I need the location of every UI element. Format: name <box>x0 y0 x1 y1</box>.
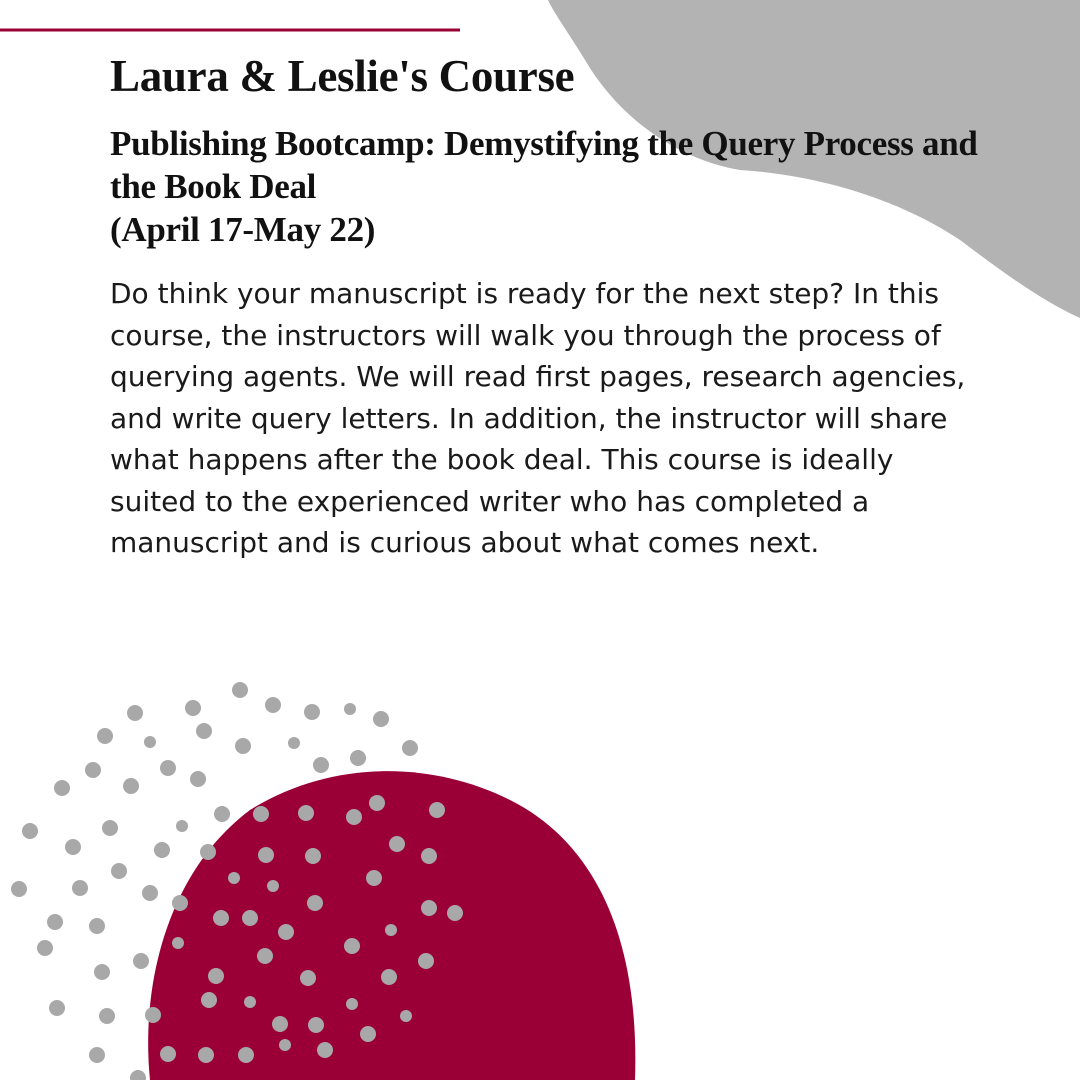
decorative-dot <box>279 1039 291 1051</box>
decorative-dot <box>130 1070 146 1080</box>
decorative-dot <box>144 736 156 748</box>
decorative-dot <box>244 996 256 1008</box>
decorative-dot <box>344 938 360 954</box>
decorative-dot <box>198 1047 214 1063</box>
decorative-dot <box>160 760 176 776</box>
decorative-dot <box>308 1017 324 1033</box>
decorative-dot <box>145 1007 161 1023</box>
decorative-dot <box>300 970 316 986</box>
decorative-dot <box>213 910 229 926</box>
decorative-dot <box>257 948 273 964</box>
decorative-dot <box>373 711 389 727</box>
decorative-dot <box>160 1046 176 1062</box>
decorative-dot <box>200 844 216 860</box>
decorative-dot <box>238 1047 254 1063</box>
decorative-dot <box>421 848 437 864</box>
decorative-dot <box>214 806 230 822</box>
decorative-dot <box>258 847 274 863</box>
decorative-dot <box>429 802 445 818</box>
decorative-dot <box>288 737 300 749</box>
decorative-dot <box>97 728 113 744</box>
decorative-dot <box>235 738 251 754</box>
decorative-dot <box>350 750 366 766</box>
decorative-dot <box>54 780 70 796</box>
decorative-dot <box>72 880 88 896</box>
decorative-dot <box>418 953 434 969</box>
decorative-dot <box>400 1010 412 1022</box>
decorative-dot <box>201 992 217 1008</box>
decorative-dot <box>127 705 143 721</box>
decorative-dot <box>232 682 248 698</box>
decorative-dot <box>102 820 118 836</box>
decorative-dot <box>402 740 418 756</box>
decorative-dot <box>142 885 158 901</box>
decorative-dot <box>447 905 463 921</box>
decorative-dot <box>381 969 397 985</box>
decorative-dot <box>208 968 224 984</box>
decorative-dot <box>344 703 356 715</box>
decorative-dot <box>99 1008 115 1024</box>
decorative-dot <box>85 762 101 778</box>
decorative-dot <box>172 937 184 949</box>
decorative-dot <box>133 953 149 969</box>
decorative-dot <box>278 924 294 940</box>
decorative-dot <box>11 881 27 897</box>
course-description: Do think your manuscript is ready for the next step? In this course, the instructors will walk you through the process of querying agents. We will read first pages, research agencies, and write query letters. In addition, the instructor will share what happens after the book deal. This course is ideally suited to the experienced writer who has completed a manuscript and is curious about what comes next. <box>110 277 966 559</box>
decorative-dot <box>176 820 188 832</box>
decorative-dot <box>89 918 105 934</box>
decorative-dot <box>89 1047 105 1063</box>
decorative-dot <box>317 1042 333 1058</box>
decorative-dot <box>37 940 53 956</box>
decorative-dot <box>307 895 323 911</box>
decorative-dot <box>366 870 382 886</box>
decorative-dot <box>313 757 329 773</box>
decorative-dot <box>253 806 269 822</box>
decorative-dot <box>94 964 110 980</box>
decorative-dot <box>369 795 385 811</box>
course-dates: (April 17-May 22) <box>110 210 376 249</box>
decorative-dot <box>172 895 188 911</box>
decorative-dot <box>196 723 212 739</box>
course-card <box>110 48 990 564</box>
decorative-dot <box>47 914 63 930</box>
decorative-dot <box>185 700 201 716</box>
decorative-dot <box>360 1026 376 1042</box>
decorative-dot <box>272 1016 288 1032</box>
decorative-dot <box>304 704 320 720</box>
course-title: Laura & Leslie's Course <box>110 51 575 101</box>
decorative-dot <box>298 805 314 821</box>
decorative-dot <box>123 778 139 794</box>
course-subtitle: Publishing Bootcamp: Demystifying the Query Process and the Book Deal <box>110 124 978 206</box>
decorative-dot <box>49 1000 65 1016</box>
decorative-dot <box>305 848 321 864</box>
decorative-dot <box>389 836 405 852</box>
decorative-dot <box>22 823 38 839</box>
decorative-dot <box>111 863 127 879</box>
decorative-dot <box>421 900 437 916</box>
decorative-dot <box>228 872 240 884</box>
decorative-dot <box>346 809 362 825</box>
decorative-dot <box>190 771 206 787</box>
decorative-dot <box>242 910 258 926</box>
decorative-dot <box>65 839 81 855</box>
decorative-dot <box>346 998 358 1010</box>
decorative-dot <box>385 924 397 936</box>
decorative-dot <box>265 697 281 713</box>
decorative-dot <box>267 880 279 892</box>
decorative-dot <box>154 842 170 858</box>
